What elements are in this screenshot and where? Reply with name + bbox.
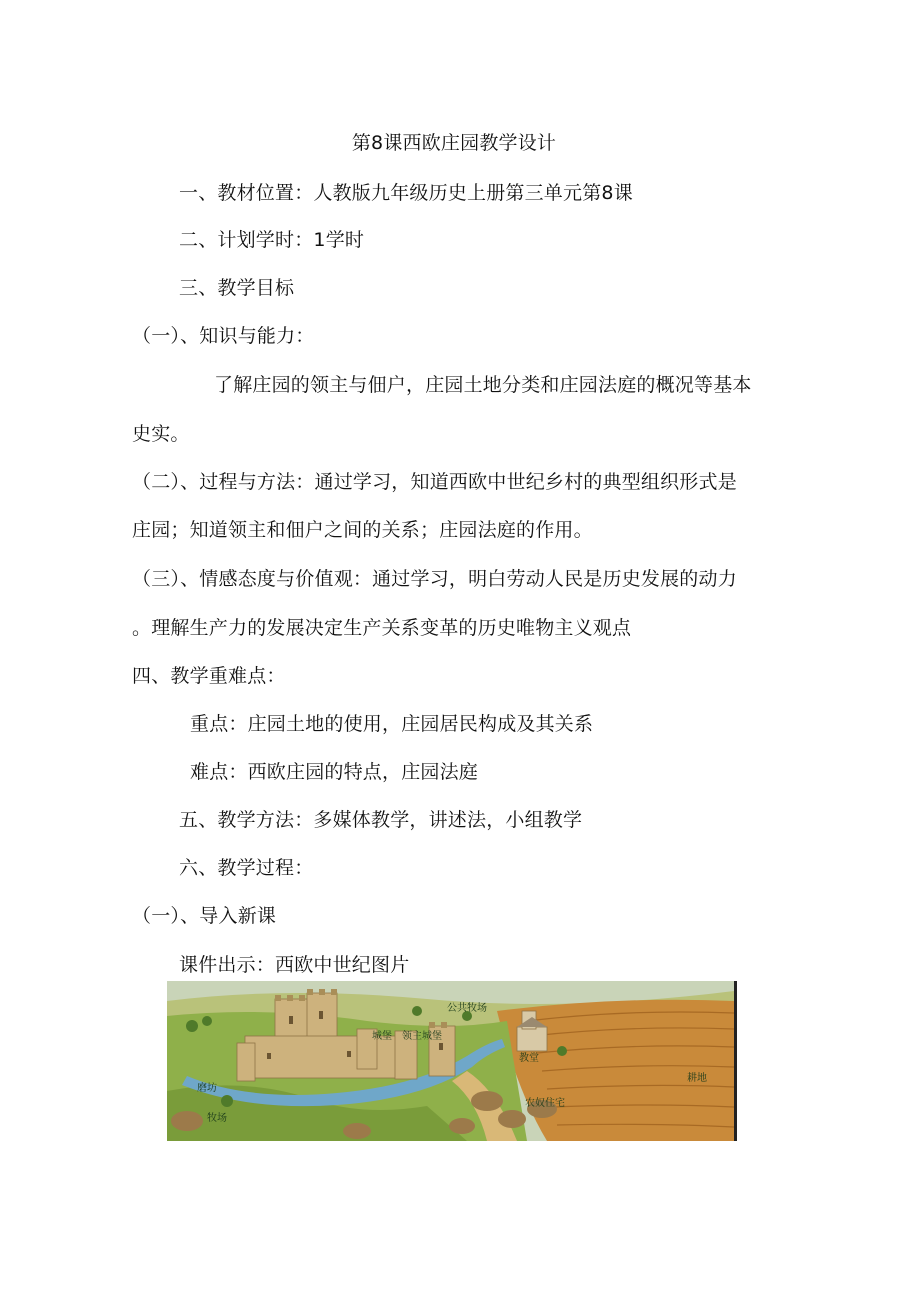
emotion-values-line1: （三）、情感态度与价值观：通过学习，明白劳动人民是历史发展的动力 (132, 568, 737, 590)
section-plan-hours: 二、计划学时：1学时 (179, 229, 365, 251)
subsection-introduction-heading: （一）、导入新课 (132, 905, 277, 927)
emotion-values-line2: 。理解生产力的发展决定生产关系变革的历史唯物主义观点 (132, 617, 632, 639)
label-common-pasture: 公共牧场 (447, 1003, 487, 1014)
section-teaching-process-heading: 六、教学过程： (179, 857, 314, 879)
label-farmland: 耕地 (687, 1073, 707, 1084)
section-goals-heading: 三、教学目标 (179, 277, 295, 299)
courseware-caption: 课件出示：西欧中世纪图片 (179, 954, 410, 976)
knowledge-text-line2: 史实。 (132, 423, 190, 445)
section-teaching-methods: 五、教学方法：多媒体教学，讲述法，小组教学 (179, 809, 583, 831)
label-church: 教堂 (519, 1053, 539, 1064)
label-lord-castle: 领主城堡 (402, 1031, 442, 1042)
medieval-manor-illustration (167, 981, 737, 1141)
section-key-difficulties-heading: 四、教学重难点： (132, 665, 286, 687)
knowledge-text-line1: 了解庄园的领主与佃户，庄园土地分类和庄园法庭的概况等基本 (214, 374, 752, 396)
subsection-knowledge-heading: （一）、知识与能力： (132, 325, 315, 347)
label-meadow: 牧场 (207, 1113, 227, 1124)
section-textbook-position: 一、教材位置：人教版九年级历史上册第三单元第8课 (179, 182, 633, 204)
difficult-points-text: 难点：西欧庄园的特点，庄园法庭 (190, 761, 479, 783)
label-serf-houses: 农奴住宅 (525, 1098, 565, 1109)
process-method-line1: （二）、过程与方法：通过学习，知道西欧中世纪乡村的典型组织形式是 (132, 471, 737, 493)
key-points-text: 重点：庄园土地的使用，庄园居民构成及其关系 (190, 713, 594, 735)
label-mill: 磨坊 (197, 1083, 217, 1094)
label-castle: 城堡 (372, 1031, 392, 1042)
document-title: 第8课西欧庄园教学设计 (351, 132, 557, 154)
process-method-line2: 庄园；知道领主和佃户之间的关系；庄园法庭的作用。 (132, 519, 593, 541)
